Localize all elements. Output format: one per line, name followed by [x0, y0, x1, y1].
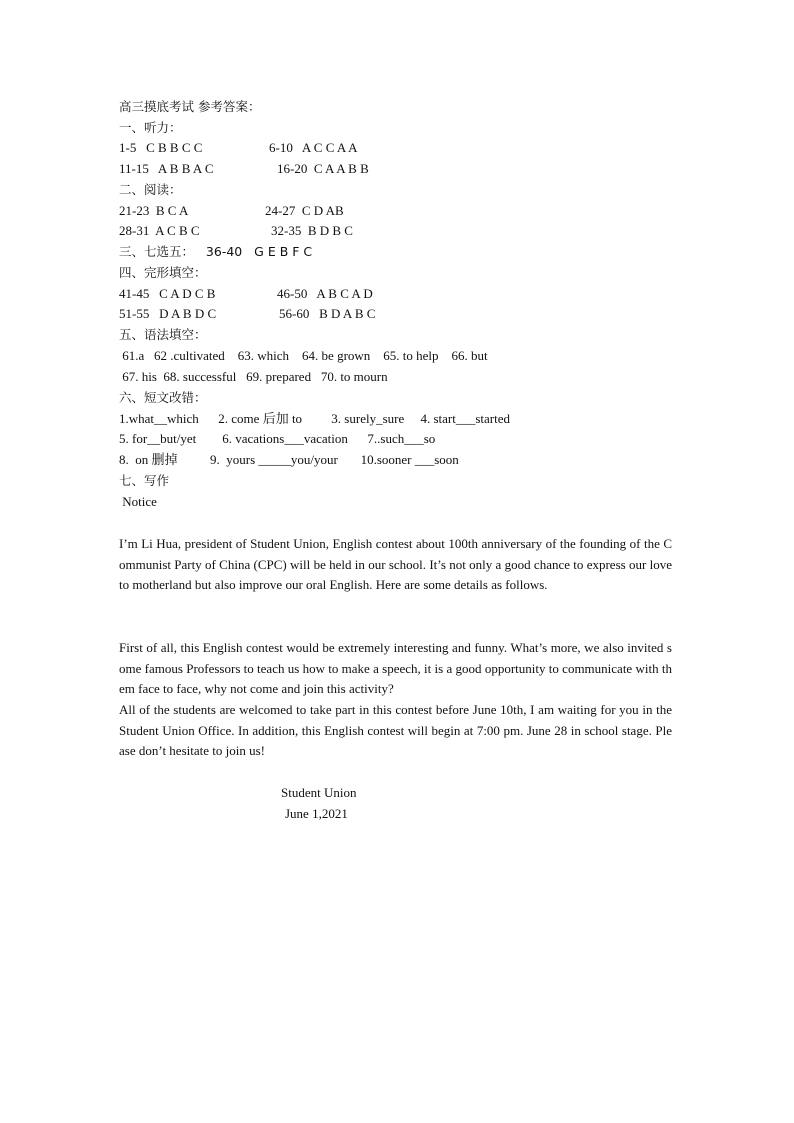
section-cloze-heading: 四、完形填空： [119, 265, 207, 280]
listening-answers-6-10: 6-10 A C C A A [269, 140, 358, 155]
reading-answers-24-27: 24-27 C D AB [265, 203, 344, 218]
document-title: 高三摸底考试 参考答案： [119, 99, 261, 114]
cloze-answers-46-50: 46-50 A B C A D [277, 286, 373, 301]
section-correction-heading: 六、短文改错： [119, 390, 207, 405]
writing-paragraph-1: I’m Li Hua, president of Student Union, English contest about 100th anniversary of the founding of the Communist Party of China (CPC) will be held in our school. It’s not only a good chance to express our love to motherland but also improve our oral English. Here are some details as follows. [119, 536, 672, 593]
reading-answers-32-35: 32-35 B D B C [271, 223, 353, 238]
cloze-answers-56-60: 56-60 B D A B C [279, 306, 376, 321]
cloze-answers-51-55: 51-55 D A B D C [119, 306, 217, 321]
section-writing-heading: 七、写作 [119, 473, 170, 488]
listening-answers-1-5: 1-5 C B B C C [119, 140, 203, 155]
section-grammar-heading: 五、语法填空： [119, 327, 207, 342]
correction-answers-5-7: 5. for__but/yet 6. vacations___vacation 7..such___so [119, 431, 436, 446]
reading-answers-28-31: 28-31 A C B C [119, 223, 200, 238]
listening-answers-11-15: 11-15 A B B A C [119, 161, 214, 176]
listening-answers-16-20: 16-20 C A A B B [277, 161, 369, 176]
section-listening-heading: 一、听力： [119, 120, 182, 135]
seven-choose-five-line: 三、七选五： 36-40 G E B F C [119, 244, 313, 259]
grammar-answers-61-66: 61.a 62 .cultivated 63. which 64. be grown 65. to help 66. but [119, 348, 488, 363]
correction-answers-8-10: 8. on 删掉 9. yours _____you/your 10.sooner ___soon [119, 452, 459, 467]
signature-name: Student Union [281, 785, 357, 800]
section-reading-heading: 二、阅读： [119, 182, 182, 197]
writing-paragraph-2: First of all, this English contest would be extremely interesting and funny. What’s more, we also invited some famous Professors to teach us how to make a speech, it is a good opportunity to communicate with them face to face, why not come and join this activity? [119, 640, 672, 697]
cloze-answers-41-45: 41-45 C A D C B [119, 286, 216, 301]
writing-notice-title: Notice [119, 494, 157, 509]
signature-date: June 1,2021 [285, 806, 348, 821]
writing-paragraph-3: All of the students are welcomed to take part in this contest before June 10th, I am waiting for you in the Student Union Office. In addition, this English contest will begin at 7:00 pm. June 28 in school stage. Please don’t hesitate to join us! [119, 702, 672, 759]
grammar-answers-67-70: 67. his 68. successful 69. prepared 70. to mourn [119, 369, 388, 384]
reading-answers-21-23: 21-23 B C A [119, 203, 189, 218]
correction-answers-1-4: 1.what__which 2. come 后加 to 3. surely_sure 4. start___started [119, 411, 511, 426]
